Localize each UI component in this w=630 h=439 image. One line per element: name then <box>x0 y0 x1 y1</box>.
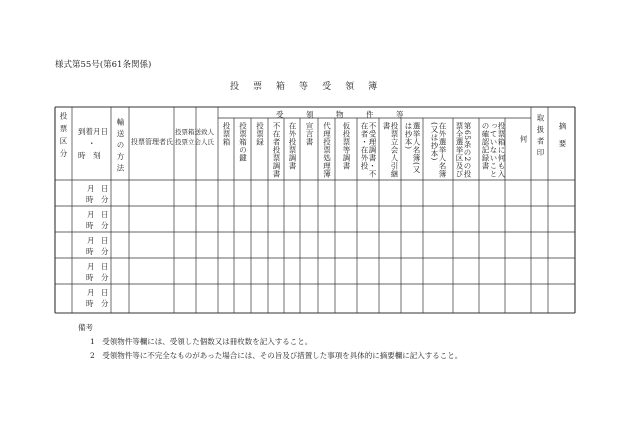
header-item: 不在者投票調書 <box>272 122 281 178</box>
row-label-minute: 分 <box>101 273 109 282</box>
header-manager: 投票管理者氏 <box>131 138 173 146</box>
header-item: 在外選挙人名簿(又は抄本) <box>430 122 447 178</box>
row-label-month: 月 <box>87 184 95 193</box>
header-item: 選挙人名簿(又は抄本) <box>404 122 421 174</box>
header-item: 投票箱に何も入っていないことの確認記録書 <box>481 122 506 178</box>
row-label-hour: 時 <box>86 247 94 256</box>
header-received-group: 受 領 物 件 等 <box>276 110 404 119</box>
notes <box>78 321 462 363</box>
header-receiver: 取扱者印 <box>536 114 545 160</box>
header-item: 投票立会人引継書 <box>382 122 399 178</box>
row-label-day: 日 <box>101 288 109 297</box>
row-label-month: 月 <box>87 236 95 245</box>
row-label-hour: 時 <box>86 195 94 204</box>
row-label-month: 月 <box>87 262 95 271</box>
row-label-minute: 分 <box>101 195 109 204</box>
header-item: 仮投票等調書 <box>342 122 351 170</box>
row-label-day: 日 <box>101 184 109 193</box>
header-other: 何 <box>519 135 528 143</box>
header-item: 投票箱の鍵 <box>238 122 248 162</box>
header-arrival-time: 時 刻 <box>78 151 101 160</box>
header-item: 投票箱 <box>222 122 231 146</box>
row-label-minute: 分 <box>101 299 109 308</box>
row-label-day: 日 <box>101 236 109 245</box>
title-char: 票 <box>253 82 263 92</box>
header-item: 不受理調書・不在者・在外投 <box>360 122 377 178</box>
header-witness: 投票立会人氏 <box>175 138 214 146</box>
title-char: 箱 <box>276 82 286 92</box>
row-label-minute: 分 <box>101 247 109 256</box>
header-remarks: 摘要 <box>558 122 567 157</box>
header-item: 宣言書 <box>305 122 314 146</box>
row-label-hour: 時 <box>86 299 94 308</box>
row-label-month: 月 <box>87 210 95 219</box>
row-label-hour: 時 <box>86 221 94 230</box>
header-item: 代理投票処理簿 <box>322 122 332 178</box>
title-char: 領 <box>345 82 355 92</box>
header-item: 第65条の2の投票全選挙区及び <box>455 122 472 178</box>
title-char: 等 <box>299 82 309 92</box>
row-label-day: 日 <box>101 262 109 271</box>
header-escort: 投票箱送致人 <box>175 128 214 136</box>
title-char: 簿 <box>368 82 378 92</box>
header-item: 投票録 <box>255 122 265 146</box>
note-item: 1 受領物件等欄には、受領した個数又は冊枚数を記入すること。 <box>90 337 313 346</box>
note-item: 2 受領物件等に不完全なものがあった場合には、その旨及び措置した事項を具体的に摘要欄に記入すること。 <box>90 351 463 360</box>
title-char: 受 <box>322 82 332 92</box>
header-arrival-date: 到着月日 <box>78 127 108 136</box>
form-id: 様式第55号(第61条関係) <box>55 60 152 70</box>
header-transport: 輸送の方法 <box>116 118 125 176</box>
header-district: 投票区分 <box>59 112 68 162</box>
notes-heading: 備考 <box>78 323 93 332</box>
header-arrival-dot: ・ <box>88 139 96 148</box>
row-label-day: 日 <box>101 210 109 219</box>
row-label-hour: 時 <box>86 273 94 282</box>
row-label-month: 月 <box>87 288 95 297</box>
header-item: 在外投票調書 <box>288 122 297 170</box>
title-char: 投 <box>230 82 240 92</box>
row-label-minute: 分 <box>101 221 109 230</box>
